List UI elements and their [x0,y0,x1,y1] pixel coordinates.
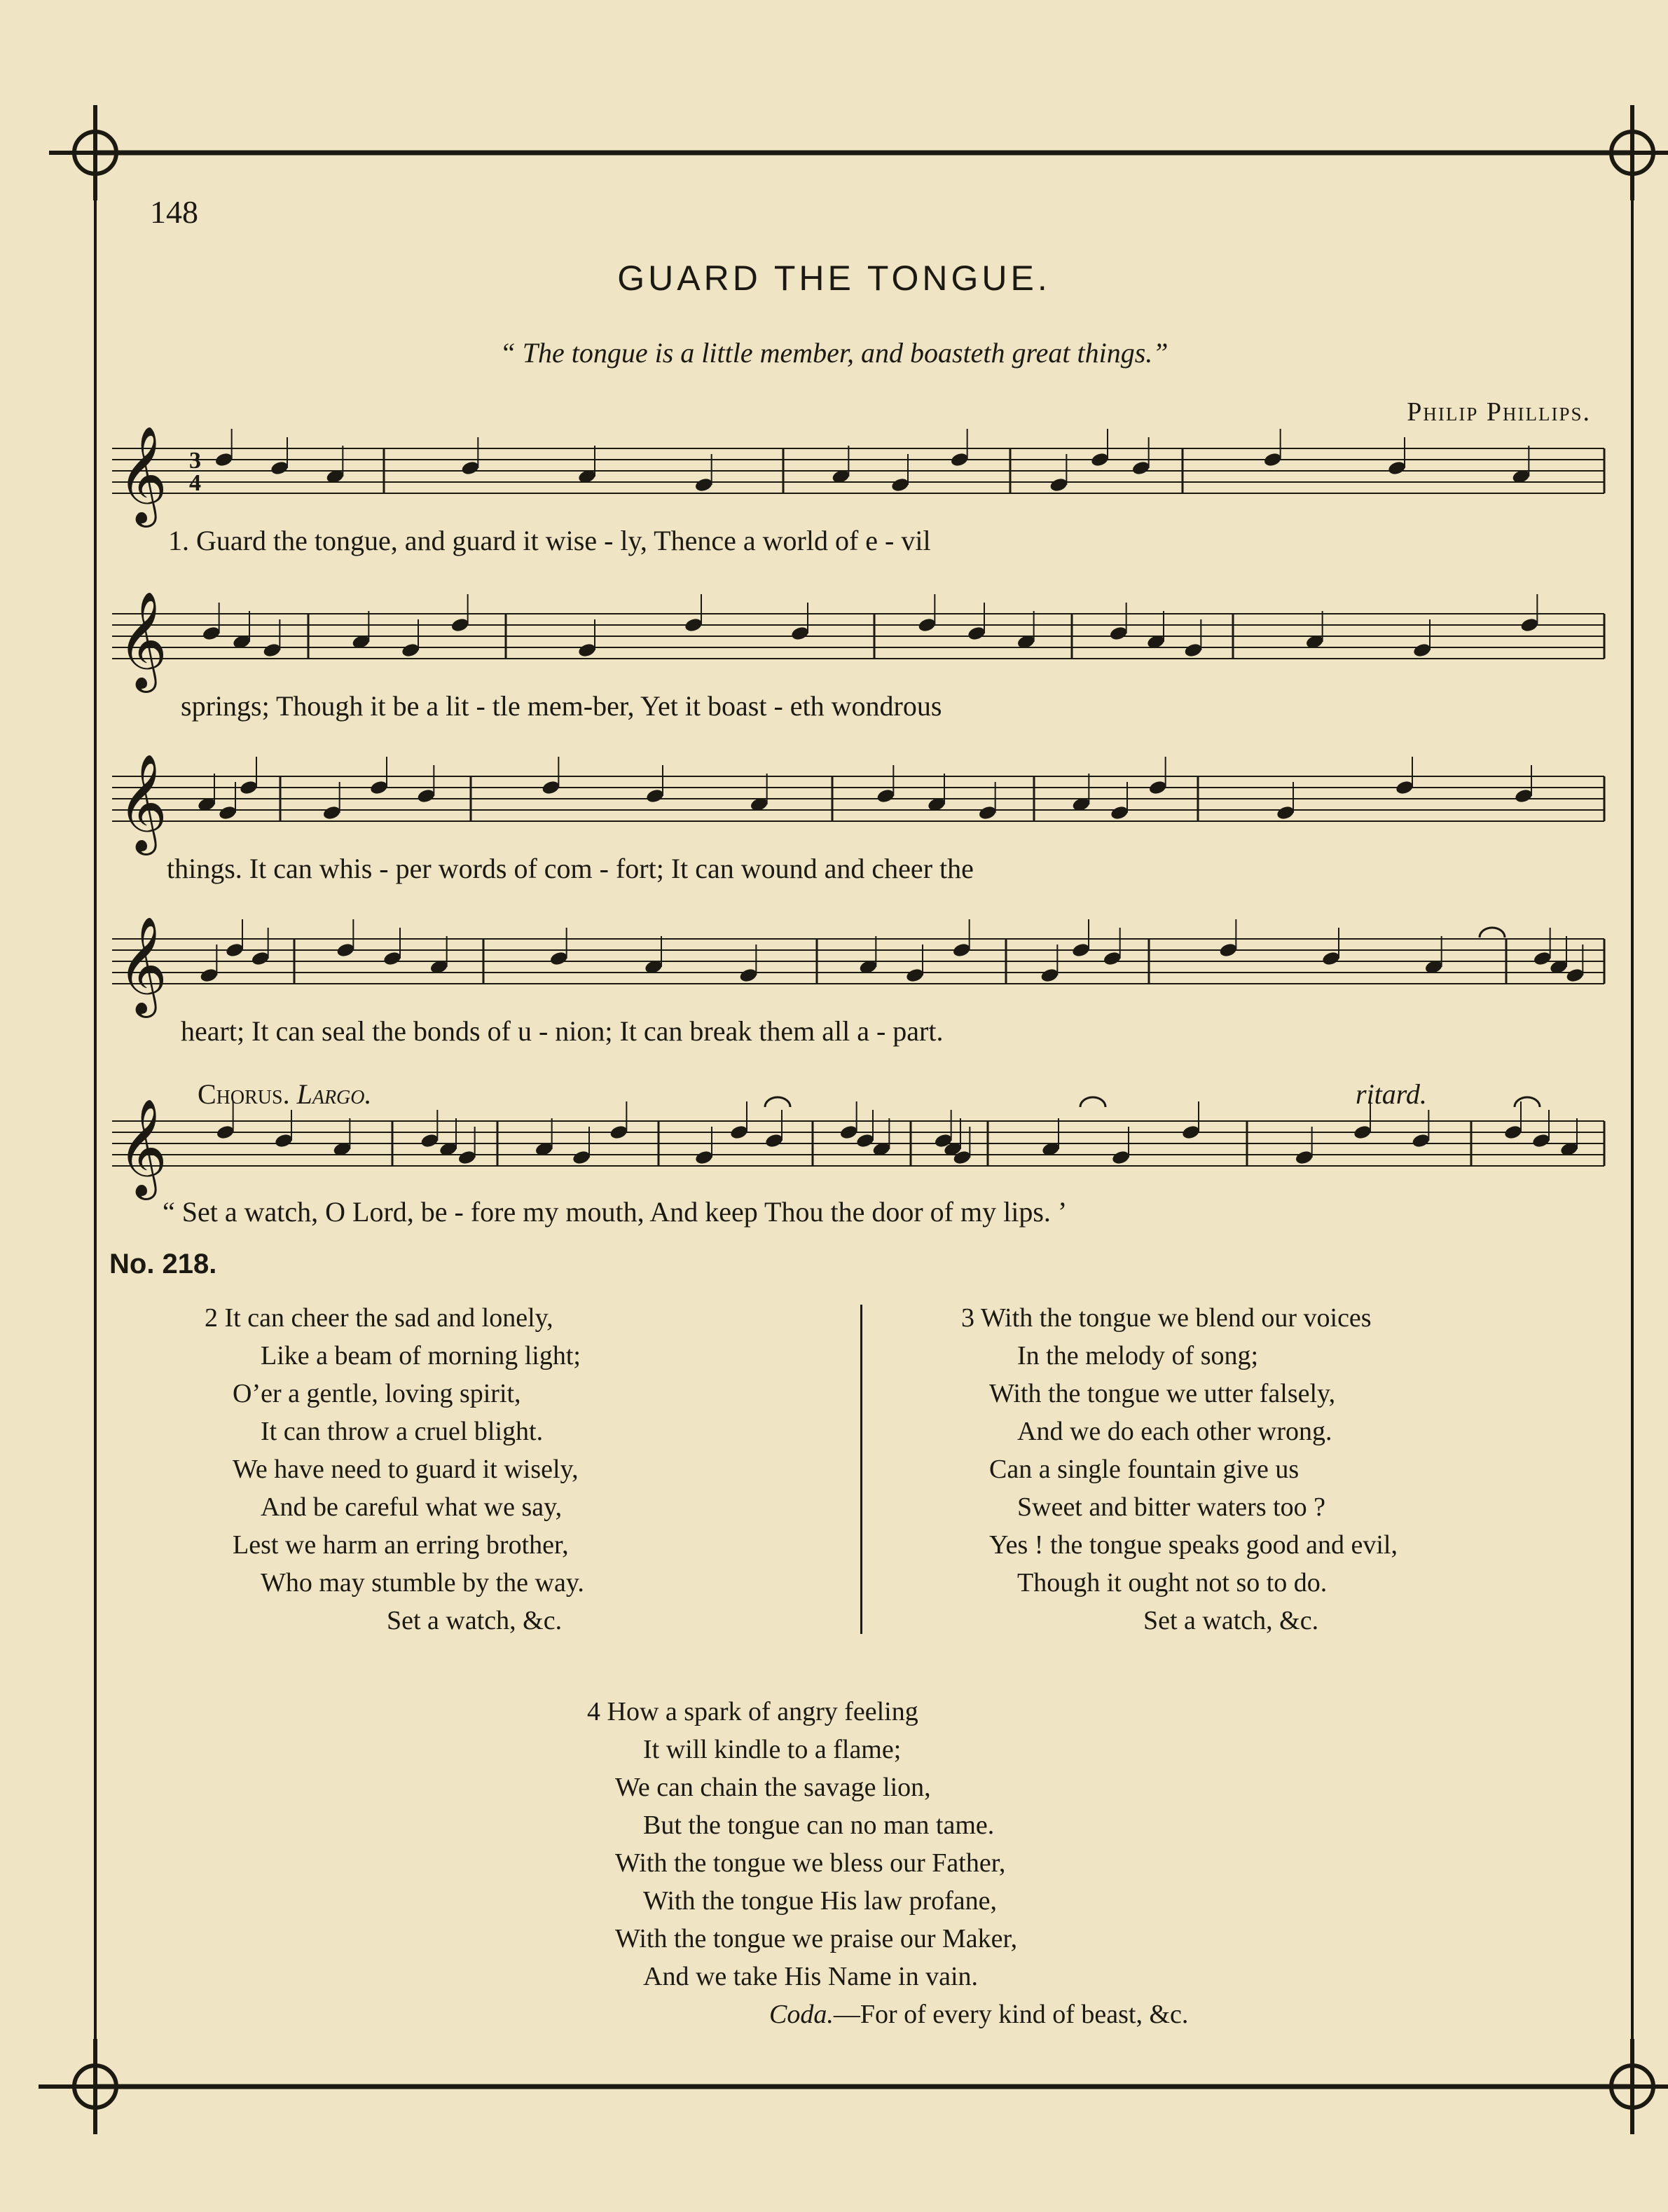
time-signature: 4 [189,470,201,496]
note-head [420,1132,439,1148]
note-head [274,1132,294,1148]
note-head [1519,617,1539,633]
note-head [577,642,597,658]
treble-clef-icon: 𝄞 [118,754,167,851]
treble-clef-icon: 𝄞 [118,1099,167,1196]
verse-line: O’er a gentle, loving spirit, [233,1379,521,1408]
staff [112,939,1604,984]
note-head [251,950,270,966]
note-head [199,967,219,983]
note-head [1071,942,1091,958]
fermata-icon [765,1097,790,1107]
note-head [270,460,289,476]
note-head [460,460,480,476]
note-head [216,1124,235,1140]
composer-credit: Philip Phillips. [1407,397,1591,427]
note-head [890,476,910,493]
staff [112,614,1604,659]
verse-line: And we do each other wrong. [1017,1417,1332,1446]
coda-text: —For of every kind of beast, &c. [833,2000,1189,2029]
note-head [214,451,234,467]
note-head [369,779,389,795]
column-divider [860,1305,862,1634]
note-head [855,1132,875,1148]
note-head [1049,476,1068,493]
lyric-line: heart; It can seal the bonds of u - nion; It can break them all a - part. [181,1015,944,1047]
note-head [905,967,925,983]
note-head [1109,625,1129,641]
note-head [1387,460,1407,476]
note-head [1148,779,1168,795]
note-head [952,942,972,958]
note-head [541,779,560,795]
note-head [1263,451,1283,467]
note-head [1514,788,1533,804]
note-head [1181,1124,1201,1140]
note-head [1353,1124,1372,1140]
treble-clef-icon: 𝄞 [118,591,167,689]
verse-line: Sweet and bitter waters too ? [1017,1492,1326,1522]
verse-line: With the tongue we bless our Father, [615,1848,1006,1878]
note-head [876,788,895,804]
lyric-line: springs; Though it be a lit - tle mem-ber, Yet it boast - eth wondrous [181,690,942,722]
note-head [1295,1149,1314,1165]
verse-line: With the tongue we utter falsely, [989,1379,1336,1408]
note-head [684,617,703,633]
note-head [1503,1124,1523,1140]
epigraph: “ The tongue is a little member, and boasteth great things.” [499,337,1169,369]
note-head [694,476,714,493]
note-head [790,625,810,641]
lyric-line: 1. Guard the tongue, and guard it wise - ly, Thence a world of e - vil [168,525,931,556]
coda-line [587,1995,1188,2033]
note-head [1565,967,1585,983]
note-head [917,617,937,633]
verse-line: Yes ! the tongue speaks good and evil, [989,1530,1398,1560]
note-head [322,804,342,820]
verse-4 [587,1693,1188,2033]
note-head [239,779,259,795]
note-head [1111,1149,1131,1165]
fermata-icon [1080,1097,1105,1107]
note-head [967,625,986,641]
note-head [609,1124,628,1140]
chorus-lyric: “ Set a watch, O Lord, be - fore my mouth, And keep Thou the door of my lips. ’ [163,1196,1068,1228]
note-head [1040,967,1059,983]
verse-line: Though it ought not so to do. [1017,1568,1328,1598]
hymn-title: GUARD THE TONGUE. [617,259,1051,298]
treble-clef-icon: 𝄞 [118,916,167,1014]
verse-line: 2 It can cheer the sad and lonely, [205,1303,553,1333]
note-head [738,967,758,983]
note-head [1531,1132,1551,1148]
note-head [382,950,402,966]
note-head [729,1124,749,1140]
note-head [549,950,569,966]
verse-line: We can chain the savage lion, [615,1773,931,1802]
note-head [1090,451,1110,467]
note-head [572,1149,591,1165]
chorus-label [198,1078,372,1111]
hymn-number: No. 218. [109,1249,217,1279]
note-head [1412,642,1432,658]
note-head [1110,804,1129,820]
verse-line: Lest we harm an erring brother, [233,1530,569,1560]
verse-line: We have need to guard it wisely, [233,1455,579,1484]
verse-line: With the tongue His law profane, [643,1886,998,1916]
verse-line: But the tongue can no man tame. [643,1811,995,1840]
note-head [450,617,470,633]
note-head [694,1149,714,1165]
note-head [262,642,282,658]
verse-line: It can throw a cruel blight. [261,1417,544,1446]
note-head [645,788,665,804]
note-head [1131,460,1151,476]
note-head [839,1124,859,1140]
verse-line: Can a single fountain give us [989,1455,1300,1484]
fermata-icon [1480,928,1505,937]
note-head [1218,942,1238,958]
time-signature: 3 [189,448,201,474]
fermata-icon [1515,1097,1540,1107]
verse-line: 4 How a spark of angry feeling [587,1697,918,1726]
treble-clef-icon: 𝄞 [118,426,167,523]
note-head [457,1149,477,1165]
verse-2 [205,1299,584,1640]
verse-line: 3 With the tongue we blend our voices [961,1303,1372,1333]
coda-label: Coda. [769,2000,834,2029]
chorus-title: Chorus. [198,1078,290,1110]
note-head [225,942,244,958]
note-head [336,942,355,958]
verse-line: In the melody of song; [1017,1341,1259,1371]
note-head [401,642,420,658]
note-head [218,804,237,820]
note-head [1321,950,1341,966]
verse-refrain: Set a watch, &c. [1143,1606,1319,1635]
verse-line: It will kindle to a flame; [643,1735,902,1764]
verse-line: With the tongue we praise our Maker, [615,1924,1018,1953]
note-head [1395,779,1414,795]
tempo-marking: Largo. [296,1078,372,1110]
note-head [1533,950,1552,966]
verse-line: And we take His Name in vain. [643,1962,979,1991]
note-head [764,1132,784,1148]
note-head [1411,1132,1431,1148]
verse-line: Like a beam of morning light; [261,1341,581,1371]
page-number: 148 [150,194,198,230]
note-head [978,804,998,820]
note-head [202,625,221,641]
verse-refrain: Set a watch, &c. [387,1606,563,1635]
note-head [1103,950,1122,966]
note-head [1183,642,1203,658]
note-head [950,451,970,467]
verse-line: Who may stumble by the way. [261,1568,584,1598]
verse-3 [961,1299,1398,1640]
note-head [1276,804,1295,820]
lyric-line: things. It can whis - per words of com - fort; It can wound and cheer the [167,853,974,884]
verse-line: And be careful what we say, [261,1492,563,1522]
note-head [416,788,436,804]
ritard-marking: ritard. [1356,1078,1427,1110]
